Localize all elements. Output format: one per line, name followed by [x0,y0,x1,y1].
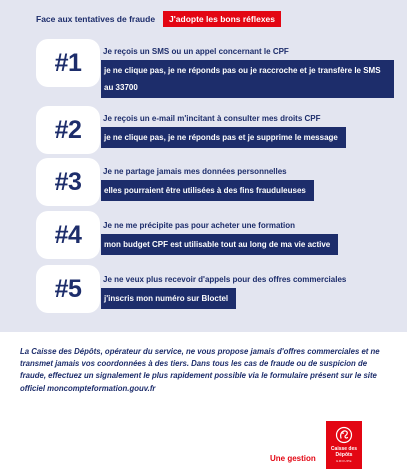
header-text: Face aux tentatives de fraude [36,14,156,24]
tip-number-card [36,211,100,259]
tip-item [101,46,401,98]
header-badge: J'adopte les bons réflexes [163,11,281,27]
tip-title: Je reçois un SMS ou un appel concernant le CPF [103,47,289,56]
tip-title: Je ne me précipite pas pour acheter une formation [103,221,296,230]
tip-advice: j'inscris mon numéro sur Bloctel [101,288,236,309]
tip-number: #1 [54,48,82,77]
tip-title: Je reçois un e-mail m'incitant à consulter mes droits CPF [103,114,321,123]
tip-advice: mon budget CPF est utilisable tout au long de ma vie active [101,234,338,255]
caisse-des-depots-logo [326,421,362,469]
tip-item [101,220,401,255]
tip-title: Je ne veux plus recevoir d'appels pour des offres commerciales [103,275,347,284]
tip-number: #4 [54,220,82,249]
tip-number: #3 [54,167,82,196]
tip-item [101,113,401,148]
tip-advice: je ne clique pas, je ne réponds pas ou je raccroche et je transfère le SMS au 33700 [101,60,394,98]
tip-number: #5 [54,274,82,303]
logo-text: Caisse des Dépôts [330,446,358,458]
tip-advice: je ne clique pas, je ne réponds pas et je supprime le message [101,127,346,148]
tip-number-card [36,39,100,87]
tip-number-card [36,106,100,154]
logo-subtext: GROUPE [335,459,352,463]
header [36,11,281,27]
tip-number: #2 [54,115,82,144]
squirrel-logo-icon [335,426,353,444]
footer-label: Une gestion [270,454,316,463]
tip-item [101,274,401,309]
tip-number-card [36,265,100,313]
disclaimer-text: La Caisse des Dépôts, opérateur du service, ne vous propose jamais d'offres commerciales et ne transmet jamais vos coordonnées à des tiers. Dans tous les cas de fraude ou de suspicion de fraude, effectuez un signalement le plus rapidement possible via le formulaire présent sur le site officiel moncompteformation.gouv.fr [20,347,380,393]
tip-item [101,166,401,201]
tip-title: Je ne partage jamais mes données personnelles [103,167,287,176]
tip-advice: elles pourraient être utilisées à des fins frauduleuses [101,180,314,201]
tip-number-card [36,158,100,206]
